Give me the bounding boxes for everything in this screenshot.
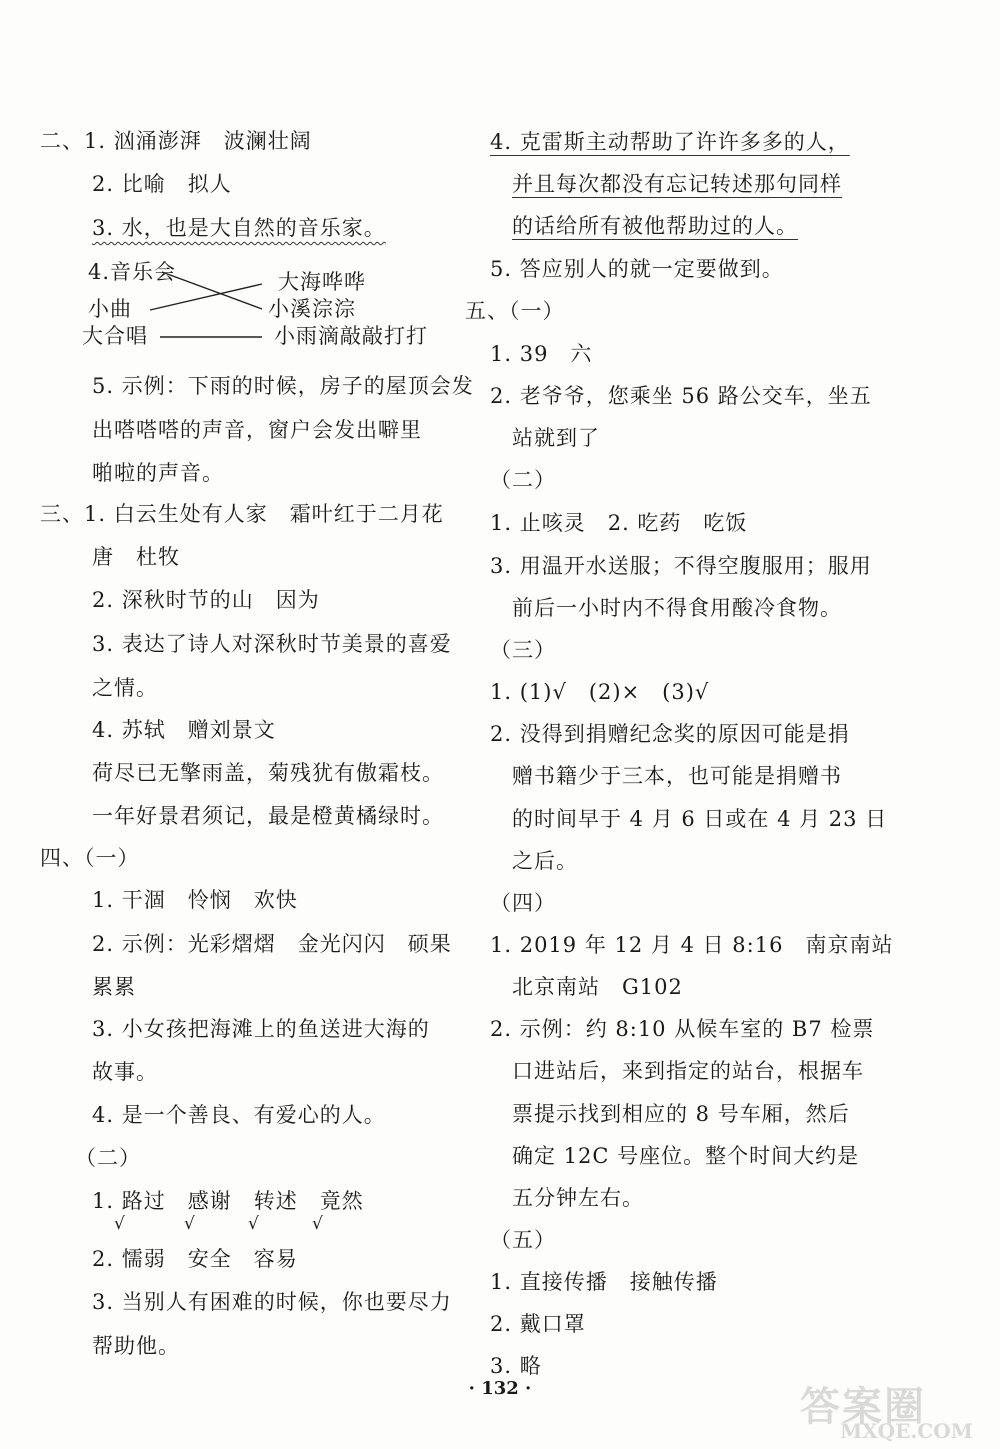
answer-line: （二） bbox=[490, 468, 556, 492]
match-left-item: 4.音乐会 bbox=[88, 260, 177, 284]
answer-line: 站就到了 bbox=[512, 426, 600, 450]
answer-line: 3. 水，也是大自然的音乐家。 bbox=[92, 216, 386, 240]
answer-line: 二、1. 汹涌澎湃 波澜壮阔 bbox=[40, 129, 312, 153]
checkmarks-row bbox=[0, 1214, 440, 1238]
answer-line: 2. 示例：约 8:10 从候车室的 B7 检票 bbox=[490, 1017, 875, 1041]
answer-line: 的话给所有被他帮助过的人。 bbox=[512, 214, 798, 238]
answer-line: 3. 用温开水送服；不得空腹服用；服用 bbox=[490, 554, 872, 578]
answer-line: 五分钟左右。 bbox=[512, 1186, 644, 1210]
matching-lines bbox=[0, 0, 440, 360]
checkmark: √ bbox=[248, 1214, 259, 1234]
answer-line: 五、（一） bbox=[465, 299, 565, 323]
answer-line: 一年好景君须记，最是橙黄橘绿时。 bbox=[92, 804, 444, 828]
answer-line: 4. 苏轼 赠刘景文 bbox=[92, 718, 276, 742]
answer-line: 故事。 bbox=[92, 1060, 158, 1084]
answer-line: 累累 bbox=[92, 975, 136, 999]
answer-line: 三、1. 白云生处有人家 霜叶红于二月花 bbox=[40, 502, 444, 526]
answer-line: （四） bbox=[490, 891, 556, 915]
checkmark: √ bbox=[114, 1214, 125, 1234]
answer-line: 票提示找到相应的 8 号车厢，然后 bbox=[512, 1102, 850, 1126]
answer-line: 帮助他。 bbox=[92, 1334, 180, 1358]
answer-line: 2. 老爷爷，您乘坐 56 路公交车，坐五 bbox=[490, 384, 872, 408]
checkmark: √ bbox=[312, 1214, 323, 1234]
match-left-item: 大合唱 bbox=[82, 324, 148, 348]
answer-line: 并且每次都没有忘记转述那句同样 bbox=[512, 172, 842, 196]
answer-line: 3. 当别人有困难的时候，你也要尽力 bbox=[92, 1290, 452, 1314]
answer-line: 1. 2019 年 12 月 4 日 8:16 南京南站 bbox=[490, 933, 894, 957]
answer-line: （二） bbox=[75, 1146, 141, 1170]
answer-line: 赠书籍少于三本，也可能是捐赠书 bbox=[512, 764, 842, 788]
answer-line: 出嗒嗒嗒的声音，窗户会发出噼里 bbox=[92, 418, 422, 442]
answer-line: 确定 12C 号座位。整个时间大约是 bbox=[512, 1144, 860, 1168]
match-right-item: 小溪淙淙 bbox=[268, 297, 356, 321]
watermark bbox=[800, 1375, 990, 1445]
answer-line: 的时间早于 4 月 6 日或在 4 月 23 日 bbox=[512, 807, 888, 831]
answer-line: 2. 深秋时节的山 因为 bbox=[92, 588, 320, 612]
answer-line: 1. 直接传播 接触传播 bbox=[490, 1270, 718, 1294]
match-right-item: 小雨滴敲敲打打 bbox=[274, 324, 428, 348]
answer-line: 2. 懦弱 安全 容易 bbox=[92, 1247, 298, 1271]
answer-line: 3. 小女孩把海滩上的鱼送进大海的 bbox=[92, 1017, 430, 1041]
answer-line: 1. 干涸 怜悯 欢快 bbox=[92, 888, 298, 912]
answer-line: 1. (1)√ (2)× (3)√ bbox=[490, 680, 710, 704]
answer-line: 1. 止咳灵 2. 吃药 吃饭 bbox=[490, 511, 748, 535]
match-right-item: 大海哗哗 bbox=[278, 270, 366, 294]
answer-line: 3. 表达了诗人对深秋时节美景的喜爱 bbox=[92, 632, 452, 656]
answer-line: 4. 克雷斯主动帮助了许许多多的人， bbox=[490, 130, 850, 154]
watermark-text: 答案圈 bbox=[800, 1383, 926, 1430]
answer-line: 前后一小时内不得食用酸冷食物。 bbox=[512, 596, 842, 620]
answer-line: 口进站后，来到指定的站台，根据车 bbox=[512, 1059, 864, 1083]
answer-line: 3. 略 bbox=[490, 1354, 542, 1378]
answer-line: 北京南站 G102 bbox=[512, 975, 683, 999]
answer-line: 之情。 bbox=[92, 676, 158, 700]
answer-line: （五） bbox=[490, 1228, 556, 1252]
answer-line: 5. 答应别人的就一定要做到。 bbox=[490, 257, 784, 281]
answer-line: 唐 杜牧 bbox=[92, 545, 180, 569]
checkmark: √ bbox=[184, 1214, 195, 1234]
match-left-item: 小曲 bbox=[88, 297, 132, 321]
answer-line: 啪啦的声音。 bbox=[92, 461, 224, 485]
answer-line: 1. 39 六 bbox=[490, 342, 593, 366]
answer-line: 2. 没得到捐赠纪念奖的原因可能是捐 bbox=[490, 722, 850, 746]
answer-line: 2. 戴口罩 bbox=[490, 1312, 586, 1336]
answer-line: 1. 路过 感谢 转述 竟然 bbox=[92, 1189, 364, 1213]
answer-line: 2. 示例：光彩熠熠 金光闪闪 硕果 bbox=[92, 932, 452, 956]
answer-line: 荷尽已无擎雨盖，菊残犹有傲霜枝。 bbox=[92, 761, 444, 785]
answer-line: （三） bbox=[490, 638, 556, 662]
answer-line: 之后。 bbox=[512, 849, 578, 873]
answer-line: 2. 比喻 拟人 bbox=[92, 172, 232, 196]
answer-line: 5. 示例：下雨的时候，房子的屋顶会发 bbox=[92, 374, 474, 398]
answer-line: 四、（一） bbox=[40, 846, 140, 870]
answer-line: 4. 是一个善良、有爱心的人。 bbox=[92, 1103, 386, 1127]
watermark-url: MXQE.COM bbox=[840, 1419, 973, 1443]
page-number: · 132 · bbox=[468, 1378, 532, 1399]
